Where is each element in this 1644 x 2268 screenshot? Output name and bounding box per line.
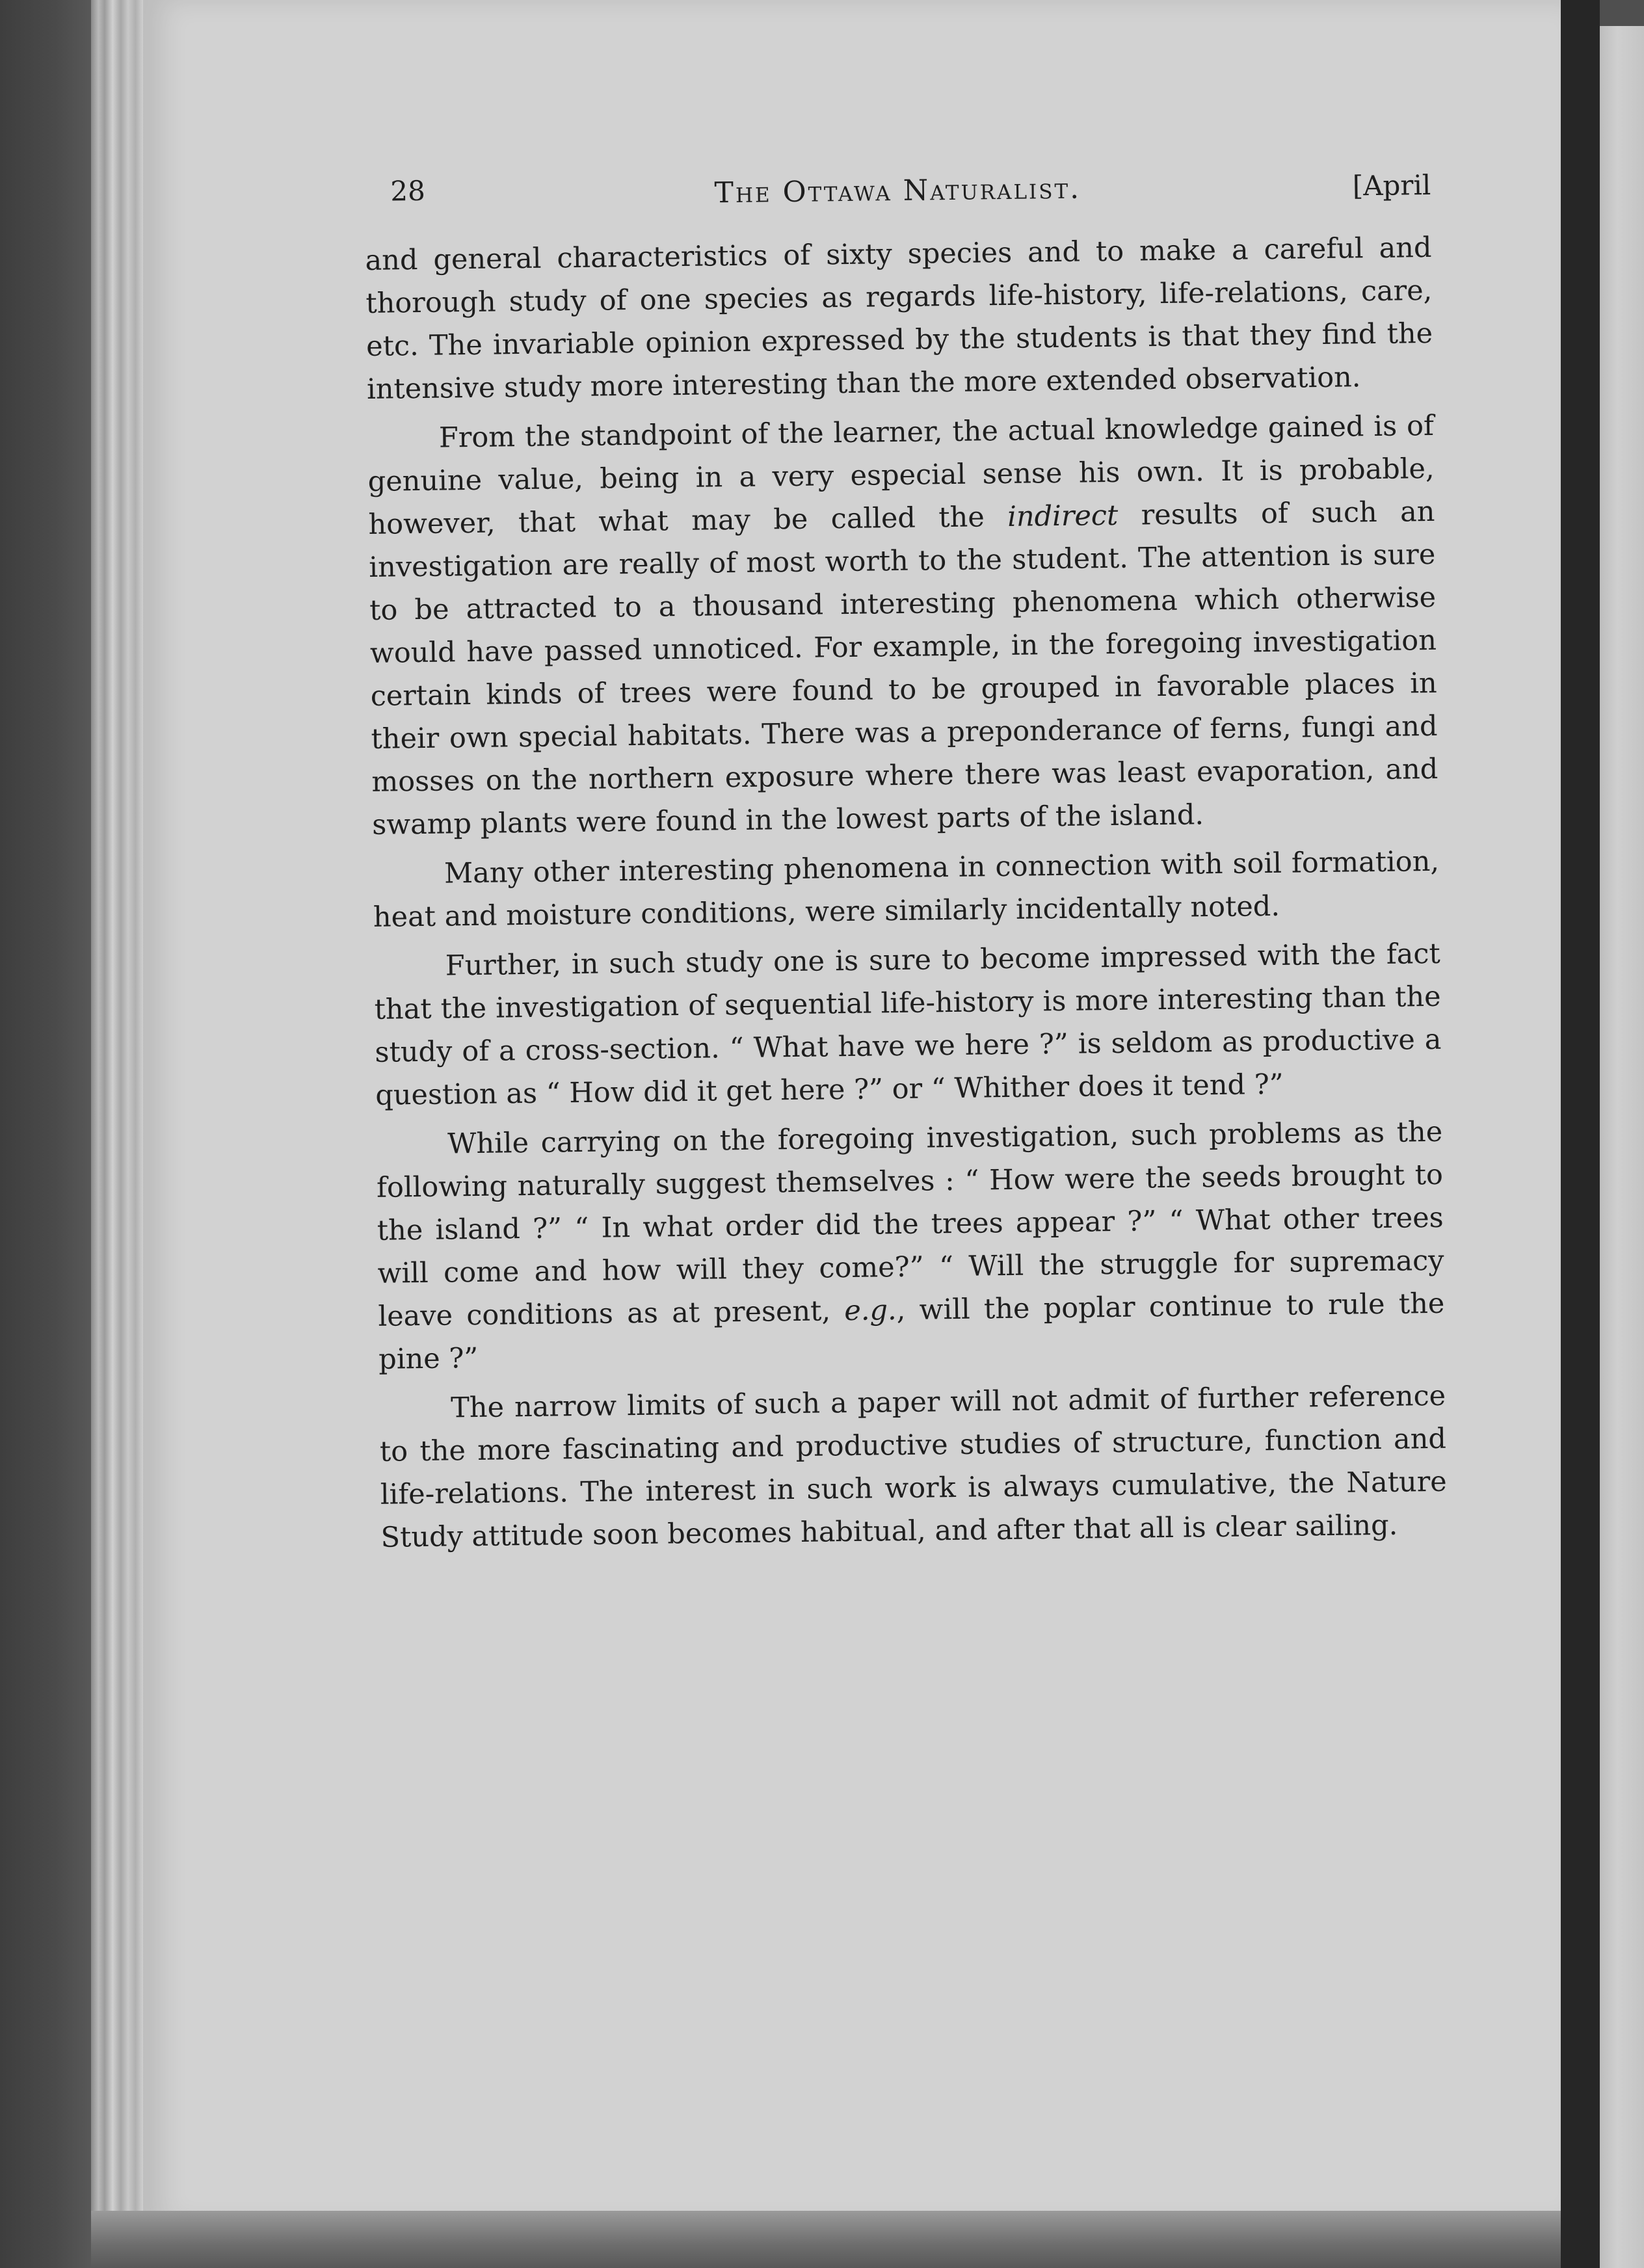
paragraph-2-start: From the standpoint of the learner, the actual knowledge gained is of genuine value, being in a very especial sense his own. It is probable, however, that what may be called the bbox=[367, 409, 1435, 541]
page-gap bbox=[1561, 0, 1600, 2268]
page-bottom-edge bbox=[91, 2211, 1561, 2268]
paragraph-5-start: While carrying on the foregoing investigation, such problems as the following naturally suggest themselves : “ How were the seeds brought to the island ?” “ In what order did the trees appear ?” “ What other trees will come and how will they come?” “ Will the struggle for supremacy leave conditions as at present, bbox=[376, 1115, 1444, 1333]
paragraph-2-end: results of such an investigation are really of most worth to the student. The attention is sure to be attracted to a thousand interesting phenomena which otherwise would have passed unnoticed. For example, in the foregoing investigation certain kinds of trees were found to be grouped in favorable places in their own special habitats. There was a preponderance of ferns, fungi and mosses on the northern exposure where there was least evaporation, and swamp plants were found in the lowest parts of the island. bbox=[369, 495, 1438, 841]
paragraph-2 bbox=[367, 404, 1439, 847]
page-number: 28 bbox=[390, 174, 426, 207]
scan-left-margin bbox=[0, 0, 91, 2268]
paragraph-3: Many other interesting phenomena in connection with soil formation, heat and moisture conditions, were similarly incidentally noted. bbox=[373, 845, 1440, 934]
paragraph-5-end: , will the poplar continue to rule the pine ?” bbox=[378, 1287, 1445, 1376]
paragraph-6: The narrow limits of such a paper will not admit of further reference to the more fascinating and productive studies of structure, function and life-relations. The interest in such work is always cumulative, the Nature Study attitude soon becomes habitual, and after that all is clear sailing. bbox=[379, 1379, 1447, 1554]
paragraph-2-emphasis: indirect bbox=[1007, 499, 1119, 533]
article-body bbox=[365, 226, 1448, 1559]
next-page-edge bbox=[1600, 26, 1644, 2268]
page-text-block bbox=[364, 163, 1448, 1559]
paragraph-5 bbox=[376, 1111, 1446, 1381]
issue-month: [April bbox=[1352, 168, 1431, 202]
paragraph-5-emphasis: e.g. bbox=[844, 1294, 897, 1328]
journal-title: The Ottawa Naturalist. bbox=[714, 172, 1081, 210]
paragraph-4: Further, in such study one is sure to become impressed with the fact that the investigation of sequential life-history is more interesting than the study of a cross-section. “ What have we here ?” is seldom as productive a question as “ How did it get here ?” or “ Whither does it tend ?” bbox=[374, 937, 1442, 1112]
paragraph-1: and general characteristics of sixty species and to make a careful and thorough study of one species as regards life-history, life-relations, care, etc. The invariable opinion expressed by the students is that they find the intensive study more interesting than the more extended observation. bbox=[365, 231, 1433, 406]
